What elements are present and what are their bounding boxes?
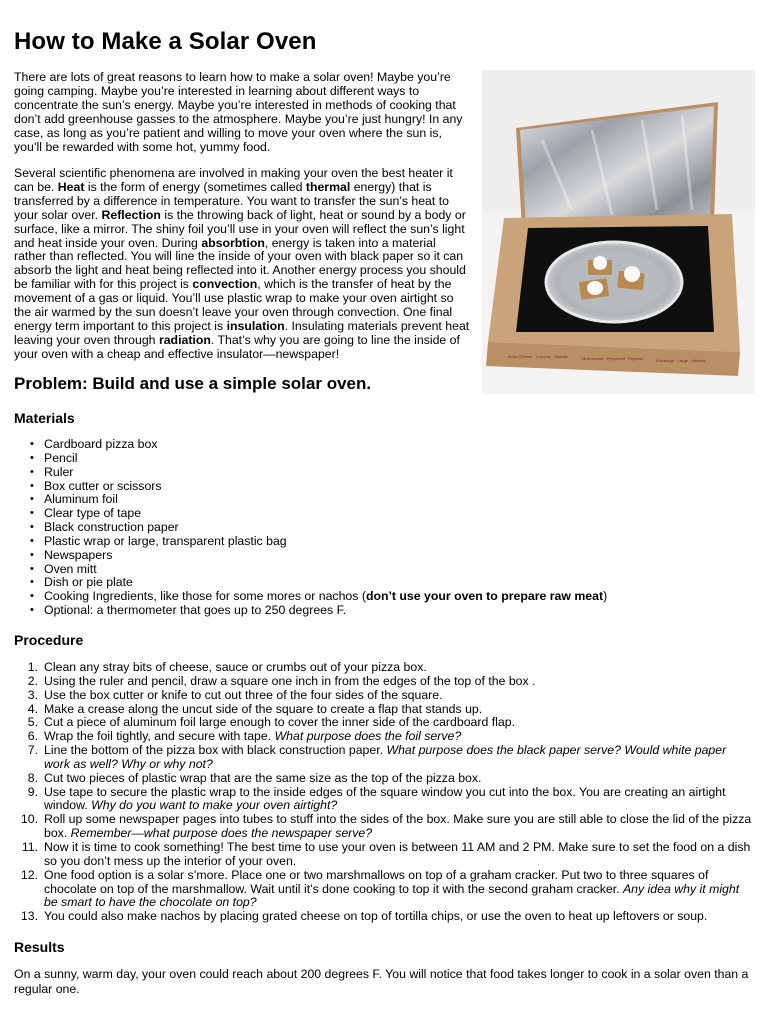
procedure-heading: Procedure <box>14 632 84 648</box>
pie-plate-center <box>562 253 666 311</box>
procedure-list <box>14 661 754 924</box>
text-run: Cooking Ingredients, like those for some mores or nachos ( <box>44 589 366 604</box>
text-run: . Insulating materials prevent heat leaving your oven through <box>14 318 470 347</box>
materials-heading: Materials <box>14 410 75 426</box>
text-run: , energy is taken into a material rather than reflected. You will line the inside of your oven with black paper so it can absorb the light and heat being reflected into it. Another energy process you should be familiar with for this project is <box>14 235 466 292</box>
term-absorbtion: absorbtion <box>201 235 265 250</box>
list-item: • Plastic wrap or large, transparent plastic bag <box>44 535 607 549</box>
list-item: • Optional: a thermometer that goes up to 250 degrees F. <box>44 604 607 618</box>
text-run: energy) that is transferred by a difference in temperature. You want to transfer the sun’s heat to your solar over. <box>14 179 449 222</box>
list-item: • Clear type of tape <box>44 507 607 521</box>
term-heat: Heat <box>57 179 85 194</box>
results-heading: Results <box>14 939 65 955</box>
term-radiation: radiation <box>158 332 211 347</box>
term-insulation: insulation <box>226 318 285 333</box>
step-text: Make a crease along the uncut side of the square to create a flap that stands up. <box>44 701 483 716</box>
text-run: Several scientific phenomena are involved in making your oven the best heater it can be. <box>14 166 453 194</box>
list-item: • Oven mitt <box>44 563 607 577</box>
text-run: ) <box>603 589 608 604</box>
list-item: • Aluminum foil <box>44 493 607 507</box>
solar-oven-illustration <box>482 70 755 394</box>
box-print-right: Extralarge · Large · Medium <box>656 358 706 363</box>
procedure-step <box>44 703 754 717</box>
procedure-step <box>44 661 754 675</box>
procedure-step <box>44 772 754 786</box>
problem-heading: Problem: Build and use a simple solar oven. <box>14 374 372 393</box>
term-convection: convection <box>192 277 258 292</box>
procedure-step <box>44 869 754 911</box>
procedure-step <box>44 786 754 814</box>
box-print-mid: Mushrooms · Pepperoni · Peppers <box>582 356 644 361</box>
step-question: Any idea why it might be smart to have the chocolate on top? <box>44 881 740 910</box>
marshmallow <box>624 266 640 282</box>
step-question: Why do you want to make your oven airtight? <box>91 798 338 813</box>
term-reflection: Reflection <box>101 207 161 222</box>
step-question: What purpose does the foil serve? <box>274 729 462 744</box>
step-text: Use tape to secure the plastic wrap to the inside edges of the square window you cut into the box. You are creating an airtight window. <box>44 784 726 813</box>
procedure-step <box>44 841 754 869</box>
box-print-left: Extra Cheese · Crunchy · Special <box>508 354 568 359</box>
step-text: Using the ruler and pencil, draw a square one inch in from the edges of the top of the box . <box>44 673 536 688</box>
step-text: Line the bottom of the pizza box with black construction paper. <box>44 743 387 758</box>
marshmallow <box>593 256 607 270</box>
science-paragraph <box>14 167 470 362</box>
text-run: is the form of energy (sometimes called <box>84 179 306 194</box>
marshmallow <box>587 281 603 295</box>
step-question: What purpose does the black paper serve? Would white paper work as well? Why or why not? <box>44 743 727 771</box>
procedure-step <box>44 910 754 924</box>
page-title: How to Make a Solar Oven <box>14 28 317 55</box>
list-item: • Box cutter or scissors <box>44 480 607 494</box>
results-paragraph: On a sunny, warm day, your oven could reach about 200 degrees F. You will notice that food takes longer to cook in a solar oven than a regular one. <box>14 967 749 996</box>
list-item: • Dish or pie plate <box>44 576 607 590</box>
text-run: . That’s why you are going to line the inside of your oven with a cheap and effective insulator—newspaper! <box>14 332 460 361</box>
procedure-step <box>44 730 754 744</box>
text-run: , which is the transfer of heat by the movement of a gas or liquid. You’ll use plastic wrap to make your oven airtight so the air warmed by the sun doesn’t leave your oven through convection. One final energy term important to this project is <box>14 277 454 333</box>
step-question: Remember—what purpose does the newspaper serve? <box>70 826 373 841</box>
raw-meat-warning: don’t use your oven to prepare raw meat <box>365 589 604 604</box>
step-text: One food option is a solar s’more. Place one or two marshmallows on top of a graham cracker. Put two to three squares of chocolate on top of the marshmallow. Wait until it’s done cooking to top it with the second graham cracker. <box>44 867 709 896</box>
step-text: Use the box cutter or knife to cut out three of the four sides of the square. <box>44 687 443 702</box>
procedure-step <box>44 689 754 703</box>
list-item: • Ruler <box>44 466 607 480</box>
step-text: You could also make nachos by placing grated cheese on top of tortilla chips, or use the oven to heat up leftovers or soup. <box>44 909 708 924</box>
list-item: • Black construction paper <box>44 521 607 535</box>
step-text: Cut a piece of aluminum foil large enough to cover the inner side of the cardboard flap. <box>44 715 515 730</box>
step-text: Clean any stray bits of cheese, sauce or crumbs out of your pizza box. <box>44 660 427 674</box>
procedure-step <box>44 744 754 772</box>
term-thermal: thermal <box>305 179 351 194</box>
step-text: Now it is time to cook something! The best time to use your oven is between 11 AM and 2 PM. Make sure to set the food on a dish so you don’t mess up the interior of your oven. <box>44 839 751 868</box>
procedure-step <box>44 716 754 730</box>
materials-list <box>14 438 607 618</box>
list-item: • Newspapers <box>44 549 607 563</box>
solar-oven-photo <box>482 70 755 394</box>
step-text: Roll up some newspaper pages into tubes to stuff into the sides of the box. Make sure you are still able to close the lid of the pizza box. <box>44 812 752 841</box>
list-item: • Pencil <box>44 452 607 466</box>
list-item <box>44 590 607 604</box>
step-text: Wrap the foil tightly, and secure with tape. <box>44 729 275 744</box>
procedure-step <box>44 813 754 841</box>
list-item: • Cardboard pizza box <box>44 438 607 452</box>
intro-paragraph: There are lots of great reasons to learn how to make a solar oven! Maybe you’re going camping. Maybe you’re interested in learning about different ways to concentrate the sun’s energy. Maybe you’re interested in methods of cooking that don’t add greenhouse gasses to the atmosphere. Maybe you’re just hungry! In any case, as long as you’re patient and willing to move your oven where the sun is, you’ll be rewarded with some hot, yummy food. <box>14 70 463 154</box>
text-run: is the throwing back of light, heat or sound by a body or surface, like a mirror. The shiny foil you’ll use in your oven will reflect the sun’s light and heat inside your oven. During <box>14 207 466 250</box>
procedure-step <box>44 675 754 689</box>
step-text: Cut two pieces of plastic wrap that are the same size as the top of the pizza box. <box>44 770 482 785</box>
